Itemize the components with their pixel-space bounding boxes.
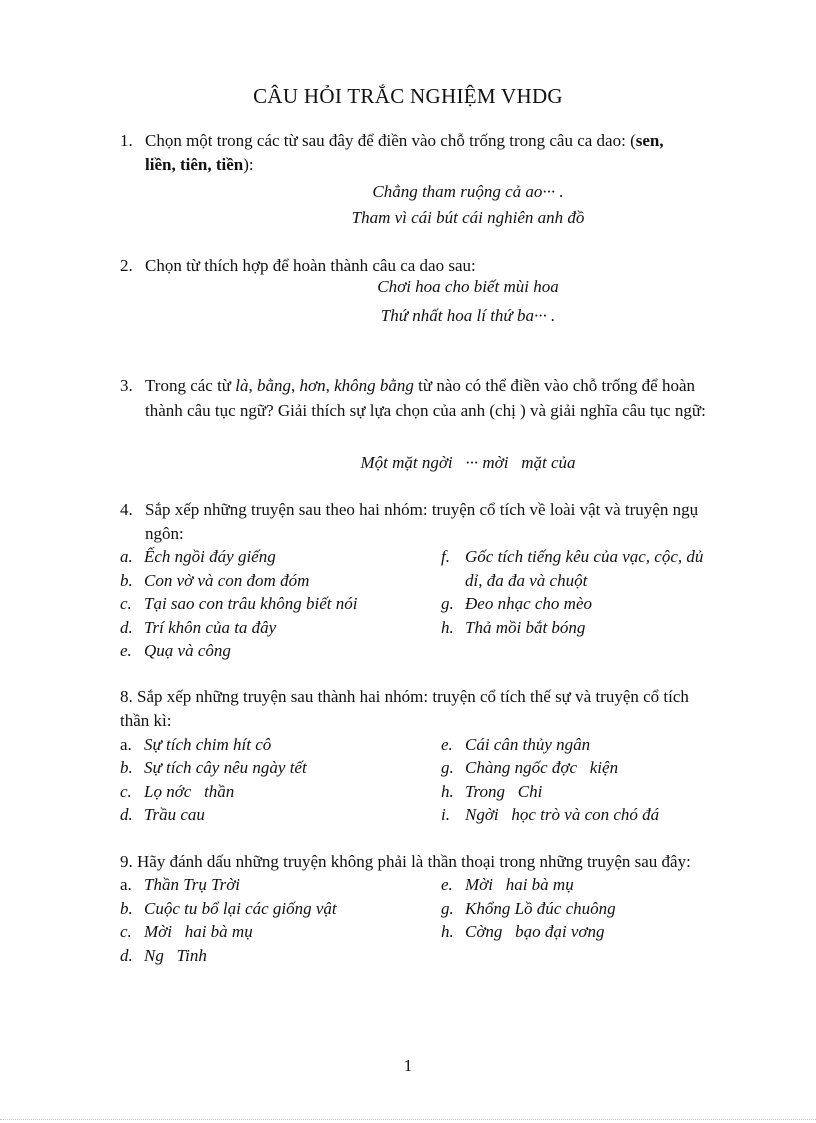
question-1 bbox=[120, 129, 720, 177]
list-item: c. Lọ nớc thần bbox=[120, 782, 235, 801]
question-number: 4. bbox=[120, 500, 133, 519]
question-number: 2. bbox=[120, 256, 133, 275]
list-item: e. Cái cân thủy ngân bbox=[441, 735, 591, 754]
list-item: a. Ếch ngồi đáy giếng bbox=[120, 547, 276, 566]
list-item: c. Mời hai bà mụ bbox=[120, 922, 253, 941]
list-item: i. Ngời học trò và con chó đá bbox=[441, 805, 660, 824]
question-text: Trong các từ là, bằng, hơn, không bằng từ nào có thể điền vào chỗ trống để hoàn thành câu tục ngữ? Giải thích sự lựa chọn của anh (chị ) và giải nghĩa câu tục ngữ: bbox=[145, 376, 706, 420]
page-title: CÂU HỎI TRẮC NGHIỆM VHDG bbox=[253, 84, 563, 108]
question-text: 8. Sắp xếp những truyện sau thành hai nhóm: truyện cổ tích thế sự và truyện cổ tích thần kì: bbox=[120, 687, 689, 730]
list-item: f. Gốc tích tiếng kêu của vạc, cộc, dủ bbox=[441, 547, 704, 566]
list-item: a. Thần Trụ Trời bbox=[120, 875, 241, 894]
list-item: b. Cuộc tu bổ lại các giống vật bbox=[120, 899, 337, 918]
list-item: h. Trong Chi bbox=[441, 782, 543, 801]
question-number: 1. bbox=[120, 131, 133, 150]
list-item: b. Sự tích cây nêu ngày tết bbox=[120, 758, 307, 777]
list-item: h. Cờng bạo đại vơng bbox=[441, 922, 605, 941]
list-item: e. Quạ và công bbox=[120, 641, 231, 660]
verse-line: Chơi hoa cho biết mùi hoa bbox=[377, 277, 559, 296]
list-item: g. Đeo nhạc cho mèo bbox=[441, 594, 592, 613]
list-item: dỉ, đa đa và chuột bbox=[465, 571, 588, 590]
question-3 bbox=[120, 374, 720, 423]
question-4 bbox=[120, 498, 720, 546]
list-item: d. Trầu cau bbox=[120, 805, 205, 824]
page-number: 1 bbox=[403, 1056, 413, 1075]
verse-line: Một mặt ngời ··· mời mặt của bbox=[360, 453, 576, 472]
verse-line: Thứ nhất hoa lí thứ ba··· . bbox=[380, 306, 556, 325]
list-item: g. Chàng ngốc đợc kiện bbox=[441, 758, 619, 777]
list-item: d. Trí khôn của ta đây bbox=[120, 618, 277, 637]
question-text: Chọn từ thích hợp để hoàn thành câu ca dao sau: bbox=[145, 256, 476, 275]
question-text: 9. Hãy đánh dấu những truyện không phải là thần thoại trong những truyện sau đây: bbox=[120, 852, 691, 871]
page-footer-divider bbox=[0, 1119, 816, 1120]
list-item: c. Tại sao con trâu không biết nói bbox=[120, 594, 358, 613]
verse-line: Tham vì cái bút cái nghiên anh đồ bbox=[351, 208, 585, 227]
question-text: Sắp xếp những truyện sau theo hai nhóm: truyện cổ tích về loài vật và truyện ngụ ngôn: bbox=[145, 500, 699, 543]
list-item: d. Ng Tinh bbox=[120, 946, 207, 965]
list-item: g. Khổng Lồ đúc chuông bbox=[441, 899, 616, 918]
question-text: Chọn một trong các từ sau đây để điền vào chỗ trống trong câu ca dao: (sen, liền, tiên, tiền): bbox=[145, 131, 664, 174]
list-item: e. Mời hai bà mụ bbox=[441, 875, 574, 894]
question-8 bbox=[120, 685, 720, 733]
question-number: 3. bbox=[120, 376, 133, 395]
list-item: h. Thả mồi bắt bóng bbox=[441, 618, 586, 637]
list-item: b. Con vờ và con đom đóm bbox=[120, 571, 310, 590]
verse-line: Chẳng tham ruộng cả ao··· . bbox=[372, 182, 564, 201]
question-9 bbox=[120, 850, 760, 874]
list-item: a. Sự tích chim hít cô bbox=[120, 735, 272, 754]
